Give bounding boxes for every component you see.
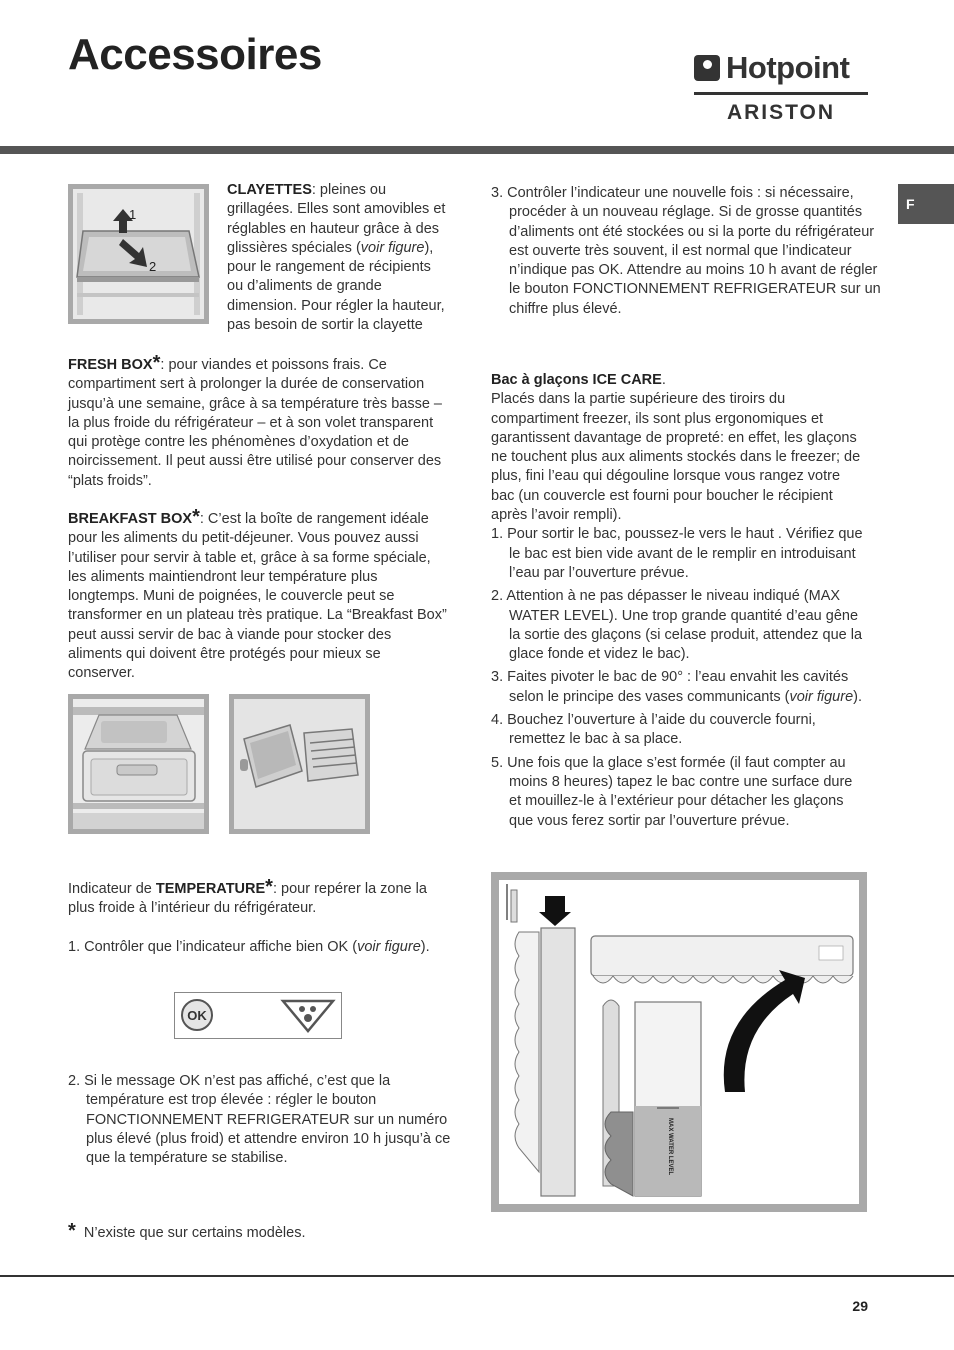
header-bar <box>0 146 954 154</box>
shelf-illustration <box>73 189 204 319</box>
freshbox-figure <box>68 694 209 834</box>
shelf-label-1: 1 <box>129 207 137 222</box>
breakfast-star: * <box>192 506 200 528</box>
clayettes-text-2: ), pour le rangement de récipients ou d’aliments de grande dimension. Pour régler la hauteur, pas besoin de sortir la clayette <box>227 239 445 334</box>
ok-label: OK <box>187 1008 207 1023</box>
temperature-text: : pour repérer la zone la plus froide à l’intérieur du réfrigérateur. <box>68 881 427 917</box>
clayettes-paragraph <box>227 181 447 335</box>
temperature-term: TEMPERATURE <box>155 881 266 897</box>
sub-brand-name: ARISTON <box>726 101 836 124</box>
ice-care-item-5: 5. Une fois que la glace s’est formée (il faut compter au moins 8 heures) tapez le bac contre une surface dure et mouillez-le à l’extérieur pour détacher les glaçons que vous ferez sortir par l’ouverture prévue. <box>491 754 853 829</box>
page-number: 29 <box>852 1298 868 1314</box>
temperature-star: * <box>265 876 273 898</box>
push-down-arrow-icon <box>539 896 571 926</box>
freshbox-paragraph <box>68 354 448 491</box>
temperature-step-3: 3. Contrôler l’indicateur une nouvelle fois : si nécessaire, procéder à un nouveau réglage. Si de grosse quantités d’aliments ont été stockées ou si la porte du réfrigérateur est ouverte très souvent, il est normal que l’indicateur n’indique pas OK. Attendre au moins 10 h avant de régler le bouton FONCTIONNEMENT REFRIGERATEUR sur un chiffre plus élevé. <box>491 185 881 317</box>
ice-care-period: . <box>661 372 666 388</box>
max-water-level-label: MAX WATER LEVEL <box>667 1118 673 1176</box>
language-tab <box>898 184 954 224</box>
ice-care-item-1: 1. Pour sortir le bac, poussez-le vers le haut . Vérifiez que le bac est bien vide avant de le remplir en introduisant l’eau par l’ouverture prévue. <box>491 526 863 581</box>
footnote-star: * <box>68 1220 76 1242</box>
footnote <box>68 1222 448 1243</box>
page-title: Accessoires <box>68 30 322 79</box>
item3-pre: 3. Faites pivoter le bac de 90° : l’eau envahit les cavités selon le principe des vases communicants ( <box>491 669 849 705</box>
footer-divider <box>0 1275 954 1277</box>
breakfast-illustration <box>234 699 365 829</box>
clayettes-figref: voir figure <box>360 239 425 256</box>
ice-care-item-4: 4. Bouchez l’ouverture à l’aide du couvercle fourni, remettez le bac à sa place. <box>491 712 816 748</box>
breakfast-paragraph <box>68 508 448 684</box>
freshbox-text: : pour viandes et poissons frais. Ce compartiment sert à prolonger la durée de conservation jusqu’à une semaine, grâce à sa température très basse – la plus froide du réfrigérateur – et à son volet transparent qui protège contre les phénomènes d’oxydation et de noircissement. Il peut aussi être utilisé pour conserver des “plats froids”. <box>68 357 442 489</box>
item3-figref: voir figure <box>789 688 854 705</box>
ice-tray-figure <box>491 872 867 1212</box>
brand-mark-icon <box>694 55 720 81</box>
temperature-step-1 <box>68 938 466 957</box>
freshbox-illustration <box>73 699 204 829</box>
footnote-text: N’existe que sur certains modèles. <box>83 1225 306 1241</box>
ice-care-intro: Placés dans la partie supérieure des tiroirs du compartiment freezer, ils sont plus ergonomiques et garantissent davantage de propreté: en effet, les glaçons ne touchent plus aux aliments stockés dans le freezer; de plus, fini l’eau qui dégouline lorsque vous rangez votre bac (un couvercle est fourni pour boucher le récipient après l’avoir rempli). <box>491 391 861 524</box>
language-tab-label: F <box>906 196 915 212</box>
step1-figref: voir figure <box>357 939 421 955</box>
brand-logo <box>694 52 868 132</box>
shelf-label-2: 2 <box>149 259 157 274</box>
logo-divider <box>694 92 868 95</box>
clayettes-term: CLAYETTES <box>227 182 312 198</box>
freshbox-term: FRESH BOX <box>68 357 153 373</box>
temperature-pre: Indicateur de <box>68 881 156 897</box>
ice-care-section <box>491 371 867 831</box>
item3-post: ). <box>853 688 862 705</box>
breakfast-term: BREAKFAST BOX <box>68 511 193 527</box>
ice-care-item-2: 2. Attention à ne pas dépasser le niveau indiqué (MAX WATER LEVEL). Une trop grande quantité d’eau gêne la sortie des glaçons (si celase produit, attendez que la glace fonde et videz le bac). <box>491 588 863 663</box>
ice-care-heading <box>491 371 867 390</box>
temperature-step-2: 2. Si le message OK n’est pas affiché, c’est que la température est trop élevée : régler le bouton FONCTIONNEMENT REFRIGERATEUR sur un numéro plus élevé (plus froid) et attendre environ 10 h jusqu’à ce que la température se stabilise. <box>68 1073 451 1167</box>
step1-pre: 1. Contrôler que l’indicateur affiche bien OK ( <box>68 939 358 955</box>
temperature-paragraph <box>68 878 448 919</box>
ice-tray-illustration <box>499 880 859 1204</box>
step1-post: ). <box>420 939 430 955</box>
ice-care-item-3 <box>491 668 867 707</box>
shelf-figure <box>68 184 209 324</box>
temperature-indicator-figure <box>174 992 342 1039</box>
clayettes-text: : pleines ou grillagées. Elles sont amovibles et réglables en hauteur grâce à des glissières spéciales ( <box>227 182 446 256</box>
temperature-indicator-illustration <box>175 993 341 1038</box>
rotate-arrow-icon <box>724 970 805 1092</box>
freshbox-star: * <box>152 352 161 374</box>
brand-name: Hotpoint <box>726 50 850 85</box>
ice-care-term: Bac à glaçons ICE CARE <box>491 372 662 388</box>
breakfast-text: : C’est la boîte de rangement idéale pour les aliments du petit-déjeuner. Vous pouvez aussi l’utiliser pour servir à table et, grâce à sa forme spéciale, les aliments maintiendront leur température plus longtemps. Muni de poignées, le couvercle peut se transformer en un plateau très pratique. La “Breakfast Box” peut aussi servir de bac à viande pour stocker des aliments qui doivent être protégés pour mieux se conserver. <box>68 511 447 682</box>
breakfast-figure <box>229 694 370 834</box>
